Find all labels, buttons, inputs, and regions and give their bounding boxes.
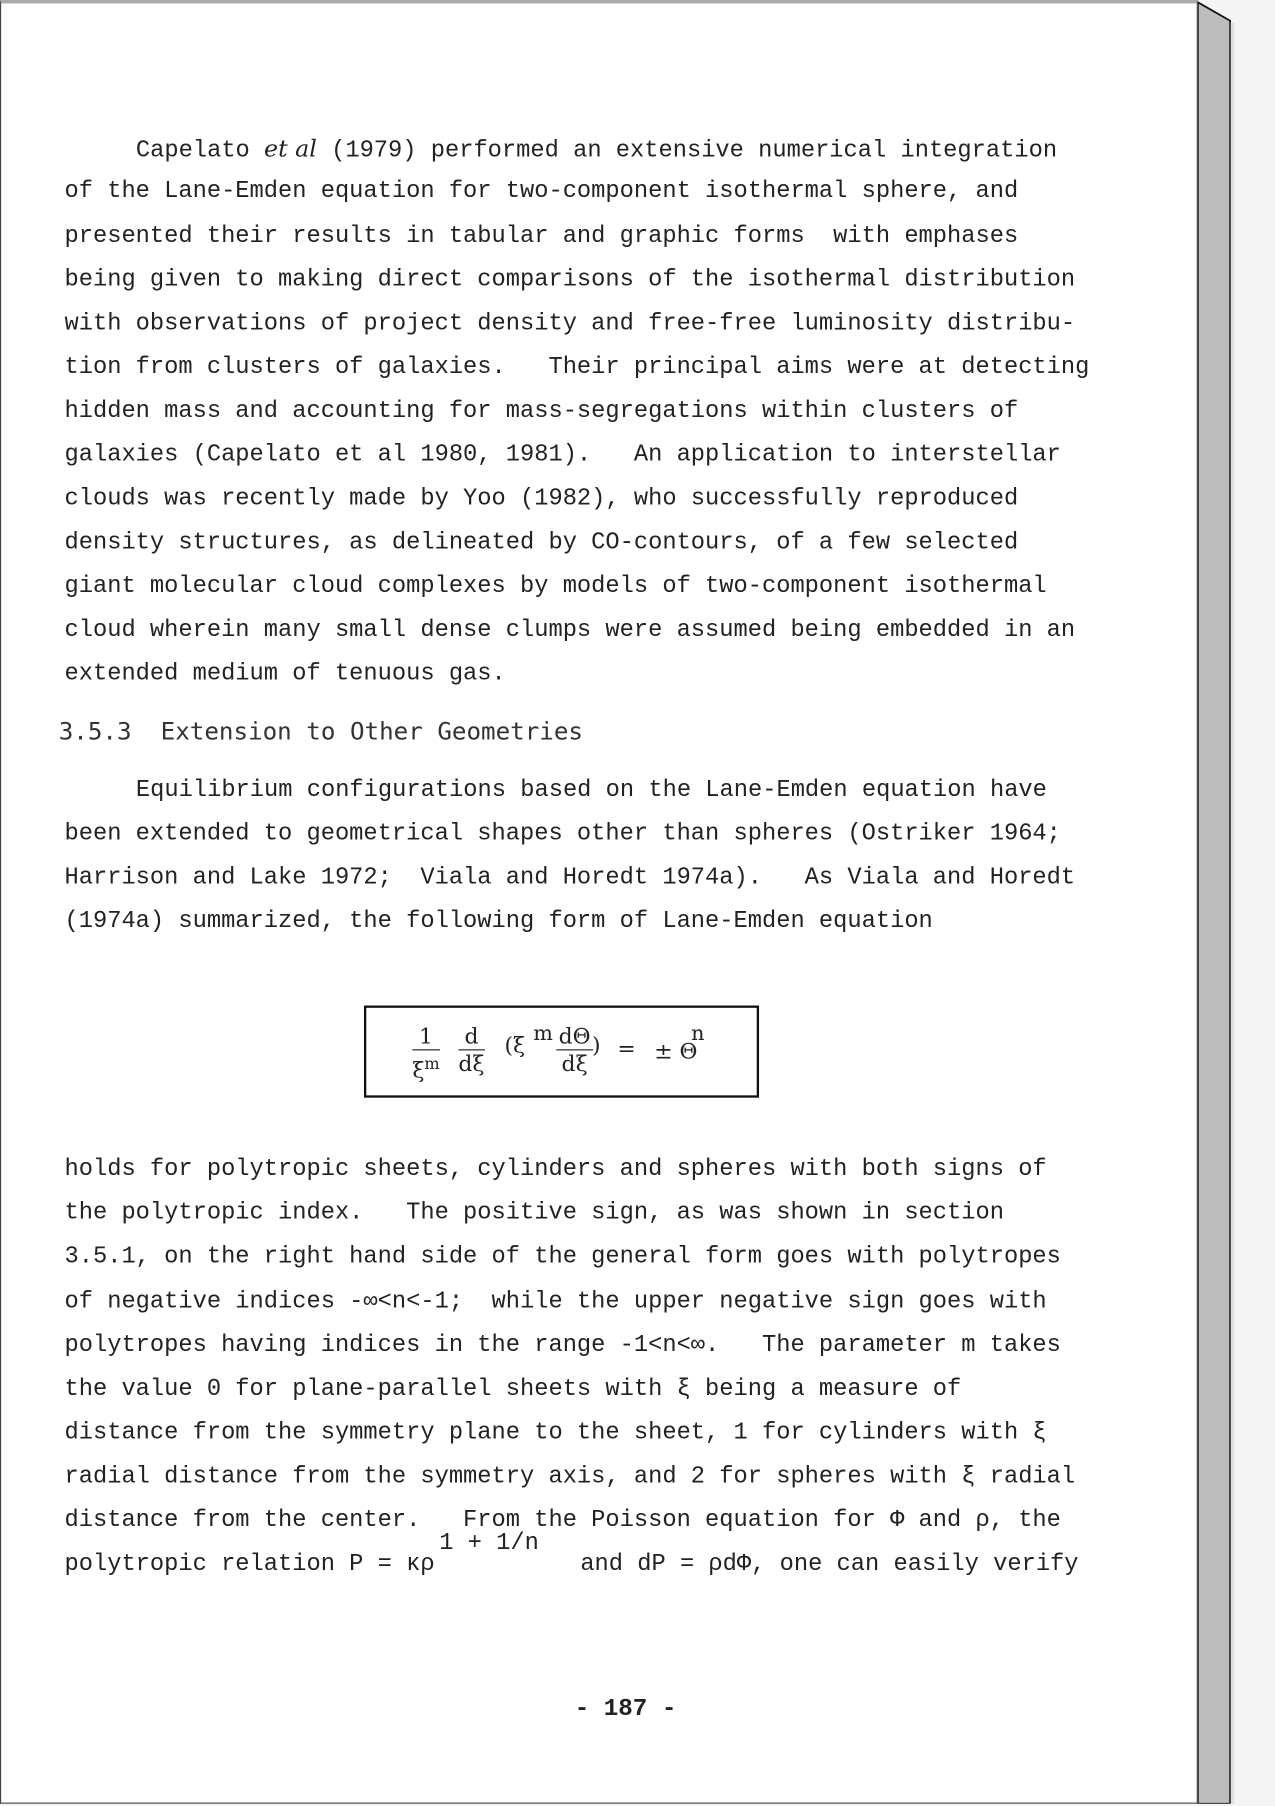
text-line: Harrison and Lake 1972; Viala and Horedt 1974a). As Viala and Horedt [64, 865, 1076, 892]
text: polytropic relation P = κρ [64, 1551, 435, 1578]
text-line: tion from clusters of galaxies. Their principal aims were at detecting [64, 354, 1090, 382]
text-line: being given to making direct comparisons of the isothermal distribution [64, 267, 1076, 294]
rhs: ± Θ [654, 1038, 698, 1065]
superscript: m [533, 1021, 553, 1046]
denominator [412, 1050, 439, 1084]
denominator: dξ [561, 1051, 588, 1077]
text-line: presented their results in tabular and graphic forms with emphases [64, 223, 1019, 250]
text-line: 3.5.1, on the right hand side of the general form goes with polytropes [64, 1243, 1061, 1271]
text-line: (1974a) summarized, the following form of Lane-Emden equation [64, 908, 933, 936]
text-line: hidden mass and accounting for mass-segregations within clusters of [64, 398, 1019, 426]
text-line: cloud wherein many small dense clumps were assumed being embedded in an [64, 617, 1076, 644]
paragraph-1-line [136, 135, 1057, 166]
paren-open: (ξ [504, 1033, 526, 1059]
page-fold-edge [1198, 0, 1235, 1804]
text-line: been extended to geometrical shapes other than spheres (Ostriker 1964; [64, 821, 1061, 848]
superscript: 1 + 1/n [439, 1530, 539, 1558]
equals: = [617, 1036, 636, 1062]
text: and dP = ρdΦ, one can easily verify [580, 1551, 1079, 1578]
page-number: - 187 - [574, 1696, 677, 1724]
text-line: polytropes having indices in the range -1<n<∞. The parameter m takes [64, 1332, 1061, 1360]
last-line [64, 1530, 1079, 1579]
superscript: m [424, 1055, 440, 1074]
numerator: 1 [412, 1024, 439, 1050]
fraction-dtheta-dxi [556, 1024, 593, 1078]
text-line: the polytropic index. The positive sign, as was shown in section [64, 1200, 1004, 1227]
fraction-d-dxi [458, 1024, 484, 1078]
denominator: dξ [458, 1051, 485, 1077]
text-line: distance from the center. From the Poisson equation for Φ and ρ, the [64, 1507, 1061, 1535]
paren-close: ) [592, 1033, 601, 1059]
text-line: distance from the symmetry plane to the sheet, 1 for cylinders with ξ [64, 1420, 1047, 1447]
italic-text: et al [264, 134, 317, 163]
text-line: of the Lane-Emden equation for two-component isothermal sphere, and [64, 178, 1019, 206]
text-line: holds for polytropic sheets, cylinders and spheres with both signs of [64, 1156, 1047, 1183]
text: (1979) performed an extensive numerical integration [316, 138, 1058, 165]
text-line: galaxies (Capelato et al 1980, 1981). An application to interstellar [64, 442, 1061, 469]
text-line: extended medium of tenuous gas. [64, 661, 506, 688]
text-line: radial distance from the symmetry axis, and 2 for spheres with ξ radial [64, 1463, 1076, 1491]
numerator: dΘ [556, 1024, 593, 1050]
numerator: d [458, 1024, 484, 1050]
xi: ξ [412, 1057, 425, 1084]
text-line: density structures, as delineated by CO-contours, of a few selected [64, 529, 1019, 557]
text-line: clouds was recently made by Yoo (1982), who successfully reproduced [64, 486, 1019, 513]
text-line: the value 0 for plane-parallel sheets with ξ being a measure of [64, 1376, 962, 1403]
fraction-1-over-xi-m [412, 1024, 439, 1084]
superscript: n [691, 1021, 705, 1046]
text: Capelato [135, 138, 265, 165]
text-line: with observations of project density and free-free luminosity distribu- [64, 310, 1076, 338]
text-line: giant molecular cloud complexes by models of two-component isothermal [64, 573, 1047, 601]
lane-emden-equation-box [364, 1006, 759, 1098]
text-line: Equilibrium configurations based on the Lane-Emden equation have [135, 777, 1047, 804]
section-heading: 3.5.3 Extension to Other Geometries [58, 717, 583, 746]
text-line: of negative indices -∞<n<-1; while the upper negative sign goes with [64, 1288, 1047, 1316]
